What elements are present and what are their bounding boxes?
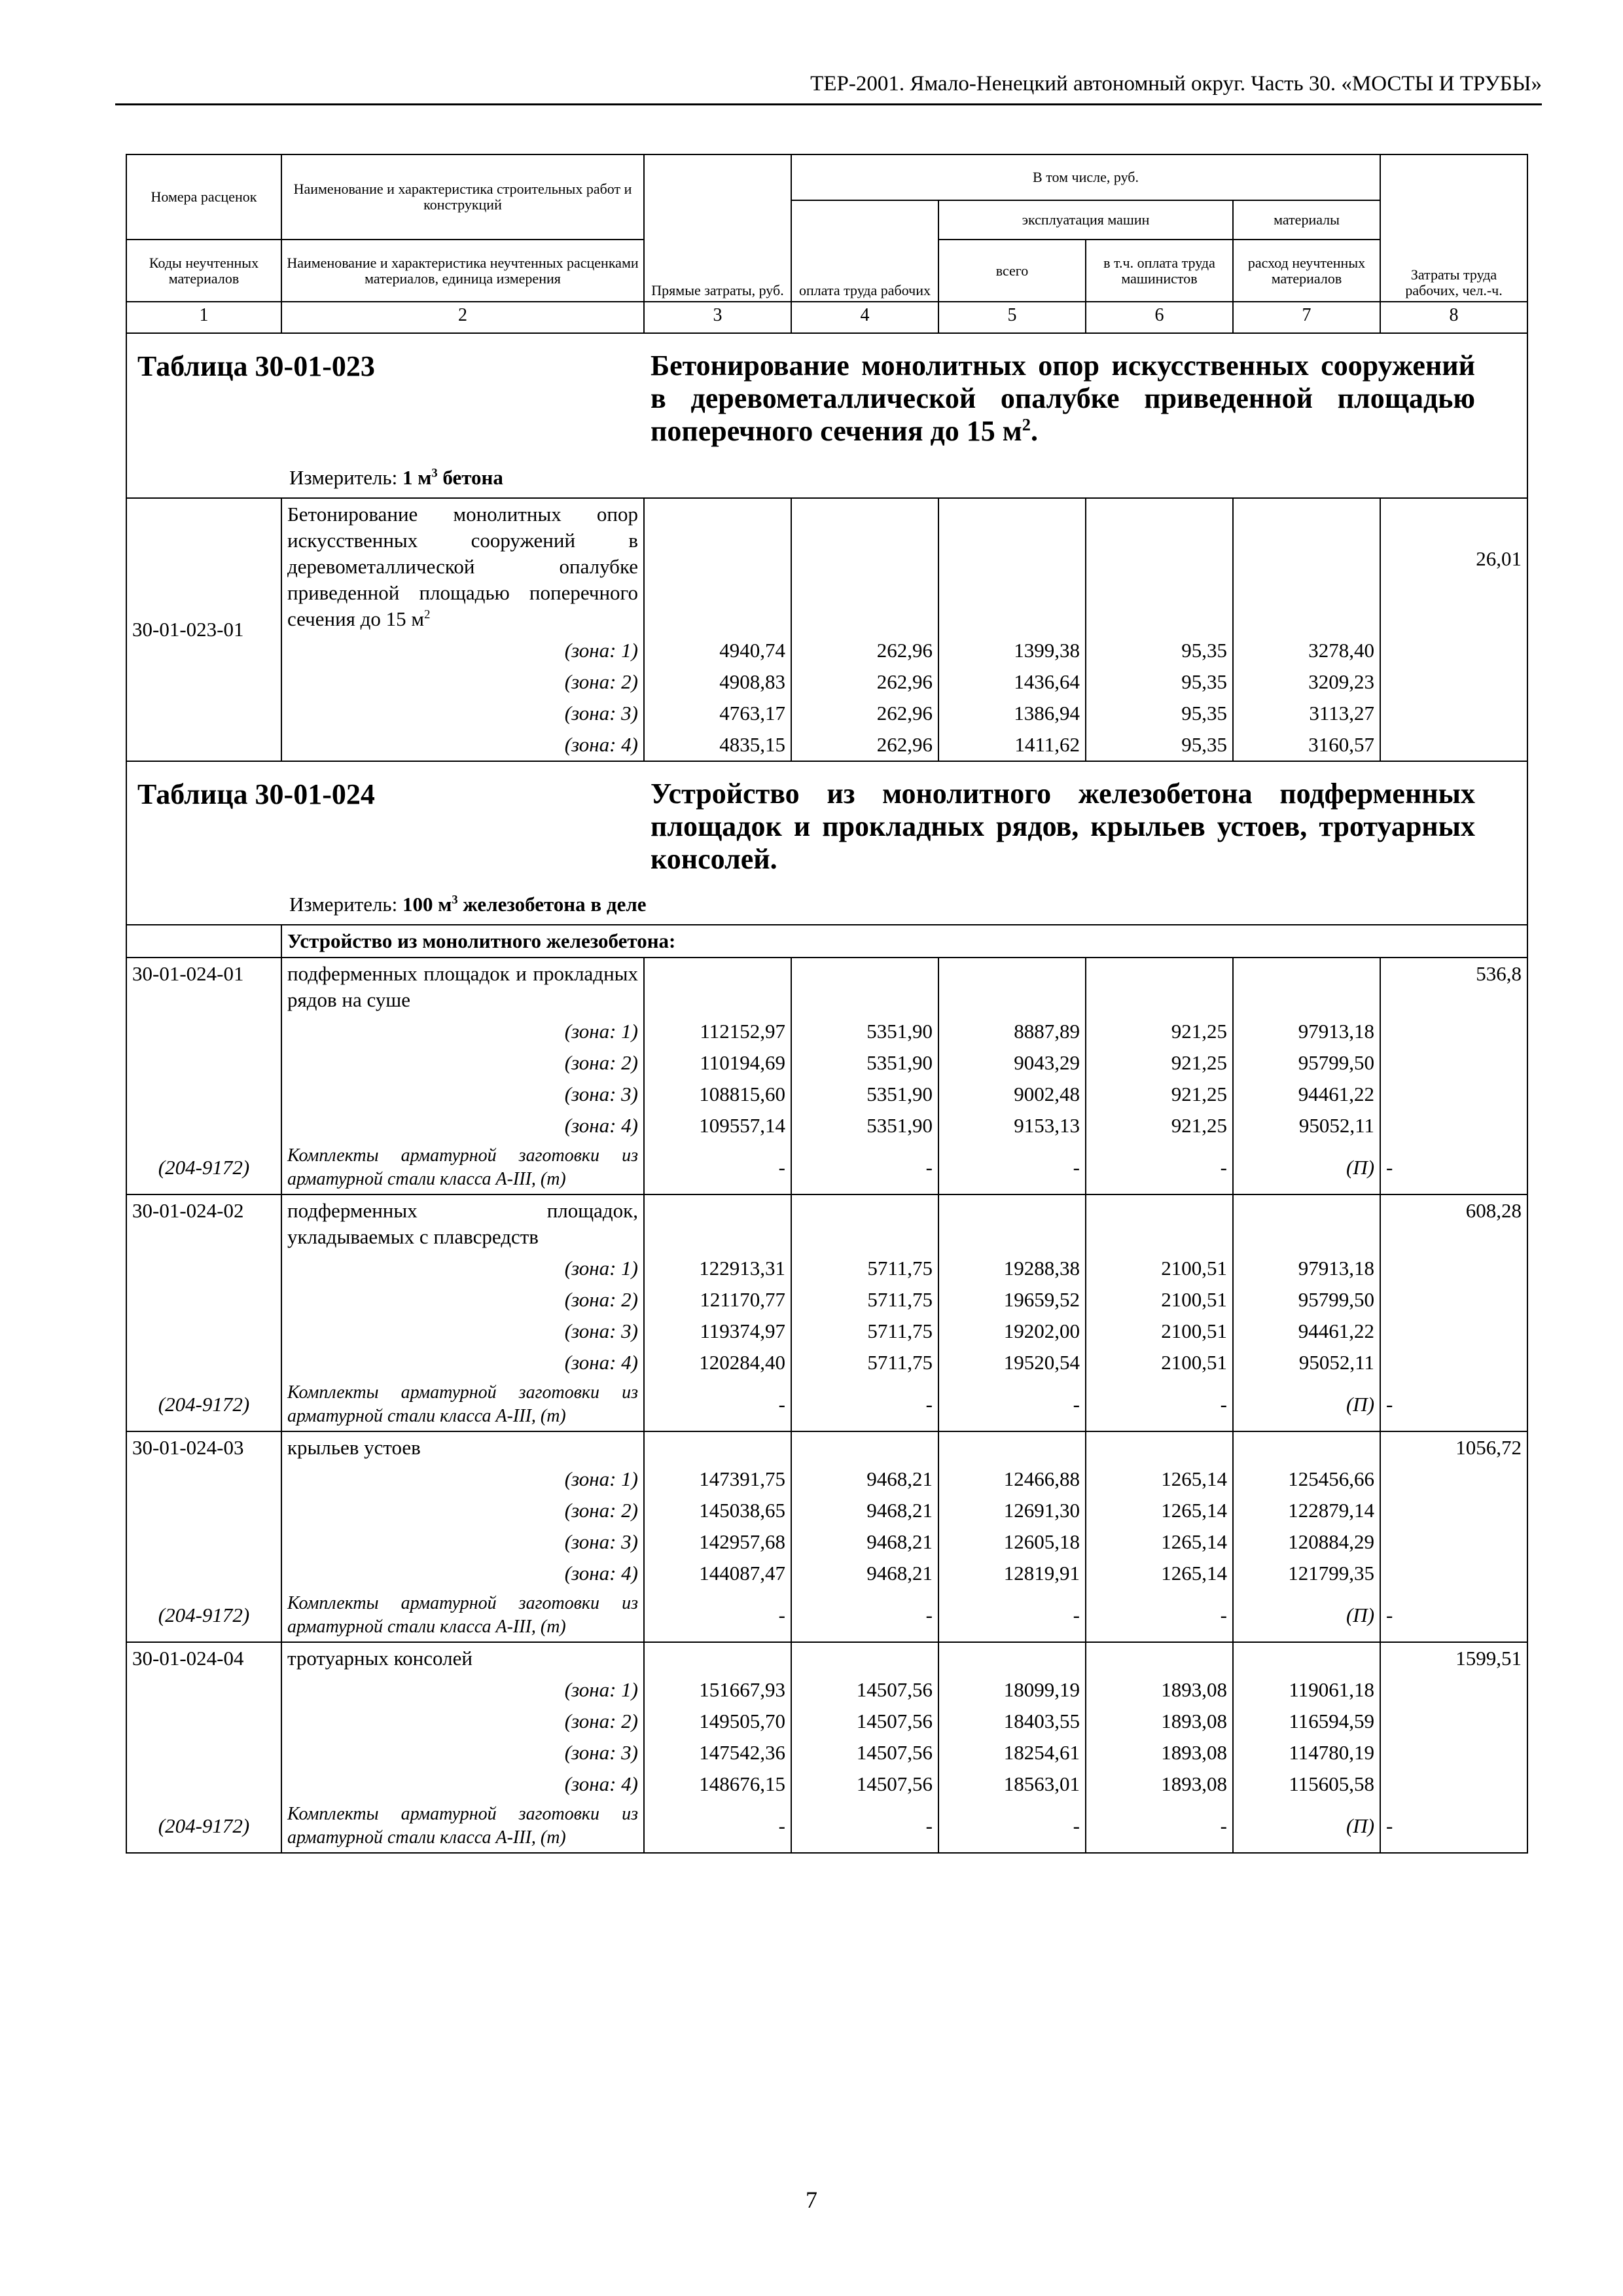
zone-row bbox=[126, 1316, 1527, 1347]
empty-cell bbox=[126, 1674, 281, 1706]
unaccounted-material-row bbox=[126, 1800, 1527, 1853]
value-direct: 121170,77 bbox=[644, 1284, 791, 1316]
value-dash: - bbox=[938, 1800, 1086, 1853]
empty-cell bbox=[938, 1431, 1086, 1463]
zone-row bbox=[126, 1047, 1527, 1079]
zone-row bbox=[126, 1110, 1527, 1141]
value-dash: - bbox=[938, 1141, 1086, 1194]
value-mat: 3113,27 bbox=[1233, 698, 1380, 729]
value-mach: 12691,30 bbox=[938, 1495, 1086, 1526]
header-machines-labor: в т.ч. оплата труда машинистов bbox=[1086, 240, 1233, 302]
zone-row bbox=[126, 1463, 1527, 1495]
empty-cell bbox=[1380, 1016, 1527, 1047]
value-pay: 14507,56 bbox=[791, 1674, 938, 1706]
value-mach-pay: 1893,08 bbox=[1086, 1768, 1233, 1800]
empty-cell bbox=[1233, 958, 1380, 1016]
material-mark: (П) bbox=[1233, 1141, 1380, 1194]
header-unaccounted-name: Наименование и характеристика неучтенных расценками материалов, единица измерения bbox=[281, 240, 644, 302]
header-unaccounted-codes: Коды неучтенных материалов bbox=[126, 240, 281, 302]
value-mach-pay: 921,25 bbox=[1086, 1016, 1233, 1047]
page-number: 7 bbox=[806, 2187, 817, 2213]
rate-name-text: подферменных площадок, укладываемых с плавсредств bbox=[287, 1199, 638, 1248]
empty-cell bbox=[126, 1079, 281, 1110]
value-mach-pay: 1893,08 bbox=[1086, 1674, 1233, 1706]
value-mach-pay: 95,35 bbox=[1086, 729, 1233, 761]
value-direct: 4908,83 bbox=[644, 666, 791, 698]
col-number: 5 bbox=[938, 302, 1086, 333]
value-pay: 9468,21 bbox=[791, 1526, 938, 1558]
empty-cell bbox=[1380, 1558, 1527, 1589]
value-direct: 108815,60 bbox=[644, 1079, 791, 1110]
value-direct: 148676,15 bbox=[644, 1768, 791, 1800]
zone-label: (зона: 3) bbox=[281, 1737, 644, 1768]
value-mat: 3160,57 bbox=[1233, 729, 1380, 761]
empty-cell bbox=[938, 958, 1086, 1016]
header-machines: эксплуатация машин bbox=[938, 200, 1233, 240]
empty-cell bbox=[126, 1347, 281, 1378]
empty-cell bbox=[126, 925, 281, 958]
empty-cell bbox=[1380, 1253, 1527, 1284]
value-direct: 142957,68 bbox=[644, 1526, 791, 1558]
table-row bbox=[126, 1642, 1527, 1674]
value-direct: 147391,75 bbox=[644, 1463, 791, 1495]
material-mark: (П) bbox=[1233, 1800, 1380, 1853]
zone-row bbox=[126, 1768, 1527, 1800]
value-mach: 12466,88 bbox=[938, 1463, 1086, 1495]
value-direct: 145038,65 bbox=[644, 1495, 791, 1526]
zone-row bbox=[126, 1706, 1527, 1737]
value-mach: 18403,55 bbox=[938, 1706, 1086, 1737]
value-direct: 4835,15 bbox=[644, 729, 791, 761]
value-mat: 94461,22 bbox=[1233, 1316, 1380, 1347]
value-direct: 119374,97 bbox=[644, 1316, 791, 1347]
value-dash: - bbox=[791, 1378, 938, 1431]
value-mat: 114780,19 bbox=[1233, 1737, 1380, 1768]
value-dash: - bbox=[1086, 1800, 1233, 1853]
empty-cell bbox=[1086, 1431, 1233, 1463]
table-number: Таблица 30-01-024 bbox=[137, 778, 375, 810]
empty-cell bbox=[1380, 1079, 1527, 1110]
value-pay: 5351,90 bbox=[791, 1110, 938, 1141]
value-mat: 95052,11 bbox=[1233, 1347, 1380, 1378]
value-mach: 1411,62 bbox=[938, 729, 1086, 761]
value-mach: 1436,64 bbox=[938, 666, 1086, 698]
value-direct: 112152,97 bbox=[644, 1016, 791, 1047]
section-title: Устройство из монолитного железобетона: bbox=[281, 925, 1527, 958]
col-number: 6 bbox=[1086, 302, 1233, 333]
material-mark: (П) bbox=[1233, 1589, 1380, 1642]
col-number: 7 bbox=[1233, 302, 1380, 333]
rate-name-text: крыльев устоев bbox=[287, 1436, 421, 1459]
labor-dash: - bbox=[1380, 1378, 1527, 1431]
col-number: 4 bbox=[791, 302, 938, 333]
empty-cell bbox=[126, 1253, 281, 1284]
rate-code: 30-01-024-01 bbox=[126, 958, 281, 1016]
zone-label: (зона: 4) bbox=[281, 1347, 644, 1378]
value-mach: 18563,01 bbox=[938, 1768, 1086, 1800]
rates-table bbox=[126, 154, 1528, 1854]
value-mach-pay: 2100,51 bbox=[1086, 1316, 1233, 1347]
empty-cell bbox=[126, 1558, 281, 1589]
empty-cell bbox=[126, 1284, 281, 1316]
value-direct: 120284,40 bbox=[644, 1347, 791, 1378]
value-dash: - bbox=[1086, 1141, 1233, 1194]
value-mach: 12605,18 bbox=[938, 1526, 1086, 1558]
value-mach-pay: 2100,51 bbox=[1086, 1347, 1233, 1378]
section-row bbox=[126, 925, 1527, 958]
empty-cell bbox=[126, 1316, 281, 1347]
empty-cell bbox=[126, 1110, 281, 1141]
value-mach-pay: 95,35 bbox=[1086, 666, 1233, 698]
empty-cell bbox=[1380, 1737, 1527, 1768]
empty-cell bbox=[644, 958, 791, 1016]
value-mach-pay: 2100,51 bbox=[1086, 1284, 1233, 1316]
value-mat: 3209,23 bbox=[1233, 666, 1380, 698]
empty-cell bbox=[1380, 1706, 1527, 1737]
value-mach: 19520,54 bbox=[938, 1347, 1086, 1378]
table-row bbox=[126, 958, 1527, 1016]
value-mach: 12819,91 bbox=[938, 1558, 1086, 1589]
value-dash: - bbox=[791, 1589, 938, 1642]
value-mat: 115605,58 bbox=[1233, 1768, 1380, 1800]
value-mat: 120884,29 bbox=[1233, 1526, 1380, 1558]
zone-label: (зона: 2) bbox=[281, 1706, 644, 1737]
zone-row bbox=[126, 1284, 1527, 1316]
empty-cell bbox=[791, 1431, 938, 1463]
value-dash: - bbox=[644, 1589, 791, 1642]
rate-name-text: подферменных площадок и прокладных рядов на суше bbox=[287, 962, 638, 1011]
material-code: (204-9172) bbox=[126, 1141, 281, 1194]
table-title: Устройство из монолитного железобетона подферменных площадок и прокладных рядов, крыльев устоев, тротуарных консолей. bbox=[651, 778, 1475, 875]
empty-cell bbox=[1380, 1110, 1527, 1141]
empty-cell bbox=[126, 1706, 281, 1737]
zone-label: (зона: 1) bbox=[281, 1253, 644, 1284]
empty-cell bbox=[938, 498, 1086, 635]
zone-row bbox=[126, 1674, 1527, 1706]
value-direct: 110194,69 bbox=[644, 1047, 791, 1079]
value-pay: 5351,90 bbox=[791, 1047, 938, 1079]
empty-cell bbox=[126, 1047, 281, 1079]
rate-name bbox=[281, 1431, 644, 1463]
zone-row bbox=[126, 1079, 1527, 1110]
header-machines-total: всего bbox=[938, 240, 1086, 302]
unaccounted-material-row bbox=[126, 1378, 1527, 1431]
unaccounted-material-row bbox=[126, 1141, 1527, 1194]
value-mach-pay: 1893,08 bbox=[1086, 1737, 1233, 1768]
value-pay: 9468,21 bbox=[791, 1495, 938, 1526]
table-title: Бетонирование монолитных опор искусственных сооружений в деревометаллической опалубке приведенной площадью поперечного сечения до 15 $м^2$. bbox=[651, 350, 1475, 447]
value-pay: 5711,75 bbox=[791, 1284, 938, 1316]
header-rule bbox=[115, 103, 1542, 105]
value-direct: 4763,17 bbox=[644, 698, 791, 729]
material-code: (204-9172) bbox=[126, 1800, 281, 1853]
material-name: Комплекты арматурной заготовки из арматурной стали класса А-III, (т) bbox=[281, 1800, 644, 1853]
labor-dash: - bbox=[1380, 1800, 1527, 1853]
header-labor-costs: Затраты труда рабочих, чел.-ч. bbox=[1380, 154, 1527, 302]
value-mat: 95799,50 bbox=[1233, 1047, 1380, 1079]
value-mach: 18099,19 bbox=[938, 1674, 1086, 1706]
value-pay: 262,96 bbox=[791, 666, 938, 698]
table-row bbox=[126, 1194, 1527, 1253]
zone-label: (зона: 4) bbox=[281, 1558, 644, 1589]
zone-row bbox=[126, 1253, 1527, 1284]
col-number: 3 bbox=[644, 302, 791, 333]
value-pay: 5351,90 bbox=[791, 1079, 938, 1110]
zone-row bbox=[126, 1526, 1527, 1558]
zone-row bbox=[126, 1016, 1527, 1047]
rate-code: 30-01-024-03 bbox=[126, 1431, 281, 1463]
zone-label: (зона: 3) bbox=[281, 1316, 644, 1347]
empty-cell bbox=[1233, 1642, 1380, 1674]
zone-label: (зона: 1) bbox=[281, 1016, 644, 1047]
value-mat: 121799,35 bbox=[1233, 1558, 1380, 1589]
empty-cell bbox=[938, 1194, 1086, 1253]
empty-cell bbox=[791, 1194, 938, 1253]
value-mat: 122879,14 bbox=[1233, 1495, 1380, 1526]
rate-name bbox=[281, 958, 644, 1016]
labor-dash: - bbox=[1380, 1141, 1527, 1194]
empty-cell bbox=[126, 1526, 281, 1558]
value-mat: 94461,22 bbox=[1233, 1079, 1380, 1110]
value-mach-pay: 95,35 bbox=[1086, 635, 1233, 666]
material-name: Комплекты арматурной заготовки из арматурной стали класса А-III, (т) bbox=[281, 1141, 644, 1194]
value-mach-pay: 95,35 bbox=[1086, 698, 1233, 729]
value-mat: 97913,18 bbox=[1233, 1016, 1380, 1047]
zone-row bbox=[126, 1347, 1527, 1378]
value-mat: 97913,18 bbox=[1233, 1253, 1380, 1284]
value-mach: 9043,29 bbox=[938, 1047, 1086, 1079]
empty-cell bbox=[1380, 1768, 1527, 1800]
empty-cell bbox=[644, 498, 791, 635]
zone-label: (зона: 1) bbox=[281, 1674, 644, 1706]
value-direct: 151667,93 bbox=[644, 1674, 791, 1706]
labor-dash: - bbox=[1380, 1589, 1527, 1642]
value-pay: 262,96 bbox=[791, 635, 938, 666]
value-mach: 8887,89 bbox=[938, 1016, 1086, 1047]
rate-name-text: Бетонирование монолитных опор искусственных сооружений в деревометаллической опалубке приведенной площадью поперечного сечения до 15 $м^2$ bbox=[287, 503, 638, 630]
table-number: Таблица 30-01-023 bbox=[137, 350, 375, 382]
value-mach: 1399,38 bbox=[938, 635, 1086, 666]
material-code: (204-9172) bbox=[126, 1378, 281, 1431]
zone-label: (зона: 4) bbox=[281, 1110, 644, 1141]
zone-row bbox=[126, 666, 1527, 698]
zone-row bbox=[126, 1737, 1527, 1768]
value-pay: 262,96 bbox=[791, 729, 938, 761]
zone-label: (зона: 2) bbox=[281, 1495, 644, 1526]
header-materials-unaccounted: расход неучтенных материалов bbox=[1233, 240, 1380, 302]
zone-row bbox=[126, 698, 1527, 729]
table-measure: Измеритель: 100 $м^3$ железобетона в деле bbox=[289, 893, 647, 916]
value-pay: 5711,75 bbox=[791, 1347, 938, 1378]
header-materials: материалы bbox=[1233, 200, 1380, 240]
zone-row bbox=[126, 1558, 1527, 1589]
empty-cell bbox=[644, 1431, 791, 1463]
labor-costs: 536,8 bbox=[1380, 958, 1527, 1016]
running-header: ТЕР-2001. Ямало-Ненецкий автономный округ. Часть 30. «МОСТЫ И ТРУБЫ» bbox=[810, 72, 1542, 96]
zone-row bbox=[126, 1495, 1527, 1526]
value-mach: 19288,38 bbox=[938, 1253, 1086, 1284]
value-pay: 5351,90 bbox=[791, 1016, 938, 1047]
value-pay: 5711,75 bbox=[791, 1316, 938, 1347]
value-pay: 14507,56 bbox=[791, 1768, 938, 1800]
empty-cell bbox=[126, 1463, 281, 1495]
empty-cell bbox=[126, 1495, 281, 1526]
value-direct: 4940,74 bbox=[644, 635, 791, 666]
value-mach: 19659,52 bbox=[938, 1284, 1086, 1316]
material-name: Комплекты арматурной заготовки из арматурной стали класса А-III, (т) bbox=[281, 1589, 644, 1642]
labor-costs: 26,01 bbox=[1380, 498, 1527, 761]
value-mach-pay: 921,25 bbox=[1086, 1110, 1233, 1141]
material-code: (204-9172) bbox=[126, 1589, 281, 1642]
zone-label: (зона: 3) bbox=[281, 698, 644, 729]
zone-label: (зона: 2) bbox=[281, 666, 644, 698]
value-pay: 9468,21 bbox=[791, 1558, 938, 1589]
value-direct: 109557,14 bbox=[644, 1110, 791, 1141]
header-rate-numbers: Номера расценок bbox=[126, 154, 281, 240]
table-measure: Измеритель: 1 $м^3$ бетона bbox=[289, 466, 503, 489]
empty-cell bbox=[1380, 1495, 1527, 1526]
value-dash: - bbox=[644, 1141, 791, 1194]
empty-cell bbox=[791, 1642, 938, 1674]
value-dash: - bbox=[1086, 1378, 1233, 1431]
value-direct: 147542,36 bbox=[644, 1737, 791, 1768]
value-mach: 19202,00 bbox=[938, 1316, 1086, 1347]
zone-label: (зона: 2) bbox=[281, 1284, 644, 1316]
value-mach-pay: 1265,14 bbox=[1086, 1526, 1233, 1558]
zone-label: (зона: 1) bbox=[281, 1463, 644, 1495]
value-mach-pay: 1893,08 bbox=[1086, 1706, 1233, 1737]
value-mach-pay: 1265,14 bbox=[1086, 1558, 1233, 1589]
value-mach: 9153,13 bbox=[938, 1110, 1086, 1141]
value-direct: 122913,31 bbox=[644, 1253, 791, 1284]
value-mach: 9002,48 bbox=[938, 1079, 1086, 1110]
rate-name bbox=[281, 1642, 644, 1674]
value-direct: 144087,47 bbox=[644, 1558, 791, 1589]
col-number: 1 bbox=[126, 302, 281, 333]
zone-label: (зона: 4) bbox=[281, 729, 644, 761]
labor-costs: 1056,72 bbox=[1380, 1431, 1527, 1463]
empty-cell bbox=[938, 1642, 1086, 1674]
zone-row bbox=[126, 729, 1527, 761]
value-mach-pay: 1265,14 bbox=[1086, 1463, 1233, 1495]
value-pay: 5711,75 bbox=[791, 1253, 938, 1284]
empty-cell bbox=[1380, 1526, 1527, 1558]
value-pay: 14507,56 bbox=[791, 1706, 938, 1737]
zone-label: (зона: 3) bbox=[281, 1526, 644, 1558]
value-dash: - bbox=[1086, 1589, 1233, 1642]
value-mat: 125456,66 bbox=[1233, 1463, 1380, 1495]
value-dash: - bbox=[938, 1589, 1086, 1642]
rate-name bbox=[281, 1194, 644, 1253]
value-dash: - bbox=[644, 1378, 791, 1431]
empty-cell bbox=[791, 958, 938, 1016]
value-mach-pay: 921,25 bbox=[1086, 1047, 1233, 1079]
rate-name-text: тротуарных консолей bbox=[287, 1647, 473, 1670]
empty-cell bbox=[644, 1642, 791, 1674]
value-mat: 116594,59 bbox=[1233, 1706, 1380, 1737]
empty-cell bbox=[644, 1194, 791, 1253]
value-direct: 149505,70 bbox=[644, 1706, 791, 1737]
table-heading-30-01-023 bbox=[126, 333, 1527, 498]
value-pay: 9468,21 bbox=[791, 1463, 938, 1495]
rate-code: 30-01-024-02 bbox=[126, 1194, 281, 1253]
zone-label: (зона: 4) bbox=[281, 1768, 644, 1800]
header-direct-costs: Прямые затраты, руб. bbox=[644, 154, 791, 302]
header-work-name: Наименование и характеристика строительных работ и конструкций bbox=[281, 154, 644, 240]
empty-cell bbox=[1380, 1674, 1527, 1706]
empty-cell bbox=[1380, 1047, 1527, 1079]
empty-cell bbox=[1233, 498, 1380, 635]
col-number: 8 bbox=[1380, 302, 1527, 333]
empty-cell bbox=[126, 1737, 281, 1768]
empty-cell bbox=[1086, 1642, 1233, 1674]
value-dash: - bbox=[644, 1800, 791, 1853]
empty-cell bbox=[1233, 1431, 1380, 1463]
empty-cell bbox=[1086, 498, 1233, 635]
value-mach-pay: 1265,14 bbox=[1086, 1495, 1233, 1526]
zone-label: (зона: 1) bbox=[281, 635, 644, 666]
table-heading-30-01-024 bbox=[126, 761, 1527, 925]
rate-code: 30-01-023-01 bbox=[126, 498, 281, 761]
value-dash: - bbox=[791, 1141, 938, 1194]
table-row bbox=[126, 1431, 1527, 1463]
table-row bbox=[126, 761, 1527, 925]
value-pay: 14507,56 bbox=[791, 1737, 938, 1768]
value-mach-pay: 921,25 bbox=[1086, 1079, 1233, 1110]
value-dash: - bbox=[791, 1800, 938, 1853]
rate-code: 30-01-024-04 bbox=[126, 1642, 281, 1674]
table-row bbox=[126, 498, 1527, 635]
labor-costs: 1599,51 bbox=[1380, 1642, 1527, 1674]
unaccounted-material-row bbox=[126, 1589, 1527, 1642]
value-pay: 262,96 bbox=[791, 698, 938, 729]
empty-cell bbox=[126, 1016, 281, 1047]
value-mat: 3278,40 bbox=[1233, 635, 1380, 666]
empty-cell bbox=[1380, 1284, 1527, 1316]
header-labor-pay: оплата труда рабочих bbox=[791, 200, 938, 302]
zone-label: (зона: 2) bbox=[281, 1047, 644, 1079]
empty-cell bbox=[1086, 1194, 1233, 1253]
value-mach: 1386,94 bbox=[938, 698, 1086, 729]
empty-cell bbox=[126, 1768, 281, 1800]
value-mat: 95052,11 bbox=[1233, 1110, 1380, 1141]
value-mach: 18254,61 bbox=[938, 1737, 1086, 1768]
value-mat: 95799,50 bbox=[1233, 1284, 1380, 1316]
value-mach-pay: 2100,51 bbox=[1086, 1253, 1233, 1284]
empty-cell bbox=[1380, 1347, 1527, 1378]
empty-cell bbox=[1233, 1194, 1380, 1253]
zone-label: (зона: 3) bbox=[281, 1079, 644, 1110]
material-mark: (П) bbox=[1233, 1378, 1380, 1431]
labor-costs: 608,28 bbox=[1380, 1194, 1527, 1253]
value-mat: 119061,18 bbox=[1233, 1674, 1380, 1706]
value-dash: - bbox=[938, 1378, 1086, 1431]
zone-row bbox=[126, 635, 1527, 666]
empty-cell bbox=[1086, 958, 1233, 1016]
material-name: Комплекты арматурной заготовки из арматурной стали класса А-III, (т) bbox=[281, 1378, 644, 1431]
col-number: 2 bbox=[281, 302, 644, 333]
rate-name bbox=[281, 498, 644, 635]
empty-cell bbox=[791, 498, 938, 635]
empty-cell bbox=[1380, 1316, 1527, 1347]
empty-cell bbox=[1380, 1463, 1527, 1495]
header-including: В том числе, руб. bbox=[791, 154, 1380, 200]
